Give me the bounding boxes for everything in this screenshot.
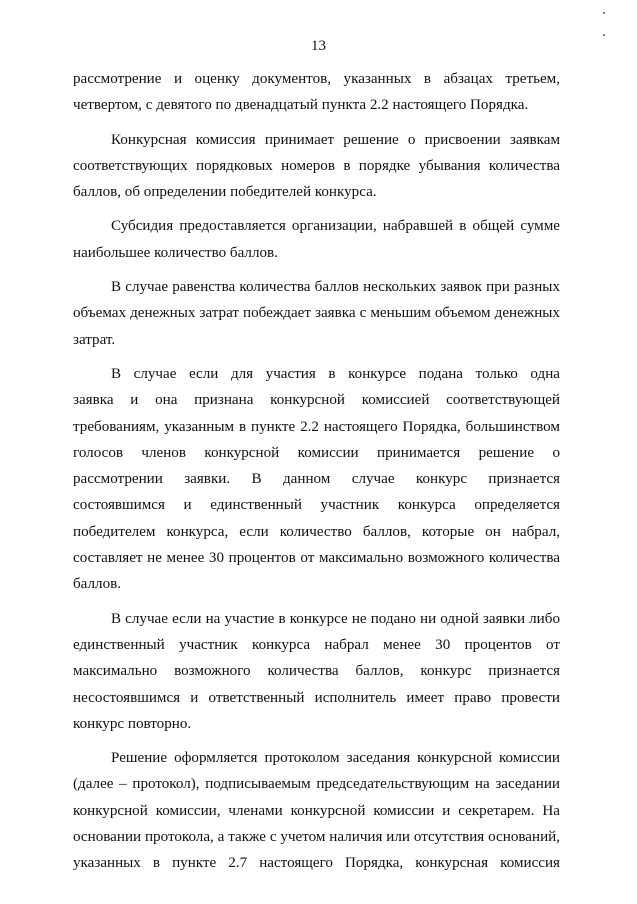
scan-speck: [603, 12, 605, 14]
text-line: основании протокола, а также с учетом наличия или отсутствия оснований,: [73, 829, 560, 846]
text-line: затрат.: [73, 331, 116, 348]
text-line: (далее – протокол), подписываемым председательствующим на заседании: [73, 776, 560, 793]
paragraph: [73, 274, 560, 353]
text-line: соответствующих порядковых номеров в порядке убывания количества: [73, 157, 560, 174]
text-line: конкурсной комиссии, членами конкурсной комиссии и секретарем. На: [73, 802, 560, 819]
text-line: требованиям, указанным в пункте 2.2 настоящего Порядка, большинством: [73, 418, 560, 435]
text-line: конкурс повторно.: [73, 715, 192, 732]
text-line: единственный участник конкурса набрал менее 30 процентов от: [73, 636, 560, 653]
text-line: баллов, об определении победителей конкурса.: [73, 184, 377, 201]
text-line: В случае если на участие в конкурсе не подано ни одной заявки либо: [111, 610, 560, 627]
paragraph: [73, 361, 560, 598]
text-line: указанных в пункте 2.7 настоящего Порядка, конкурсная комиссия: [73, 855, 560, 872]
text-line: максимально возможного количества баллов, конкурс признается: [73, 663, 560, 680]
text-line: Конкурсная комиссия принимает решение о присвоении заявкам: [111, 131, 560, 148]
paragraph: [73, 606, 560, 737]
text-line: баллов.: [73, 576, 122, 593]
text-line: Субсидия предоставляется организации, набравшей в общей сумме: [111, 218, 560, 235]
paragraph: [73, 66, 560, 119]
scan-speck: [603, 34, 605, 36]
text-line: Решение оформляется протоколом заседания конкурсной комиссии: [111, 750, 560, 767]
text-line: объемах денежных затрат побеждает заявка с меньшим объемом денежных: [73, 305, 560, 322]
text-line: состоявшимся и единственный участник конкурса определяется: [73, 497, 560, 514]
text-line: составляет не менее 30 процентов от максимально возможного количества: [73, 550, 560, 567]
paragraph: [73, 213, 560, 266]
text-line: голосов членов конкурсной комиссии принимается решение о: [73, 444, 560, 461]
paragraph: [73, 127, 560, 206]
body-text: [73, 66, 560, 877]
paragraph: [73, 745, 560, 876]
text-line: победителем конкурса, если количество баллов, которые он набрал,: [73, 523, 560, 540]
text-line: рассмотрении заявки. В данном случае конкурс признается: [73, 471, 560, 488]
text-line: В случае равенства количества баллов нескольких заявок при разных: [111, 279, 560, 296]
text-line: В случае если для участия в конкурсе подана только одна: [111, 365, 560, 382]
text-line: наибольшее количество баллов.: [73, 244, 278, 261]
text-line: четвертом, с девятого по двенадцатый пункта 2.2 настоящего Порядка.: [73, 97, 529, 114]
page-number: 13: [311, 38, 326, 54]
text-line: несостоявшимся и ответственный исполнитель имеет право провести: [73, 689, 560, 706]
text-line: заявка и она признана конкурсной комиссией соответствующей: [73, 392, 560, 409]
text-line: рассмотрение и оценку документов, указанных в абзацах третьем,: [73, 71, 560, 87]
